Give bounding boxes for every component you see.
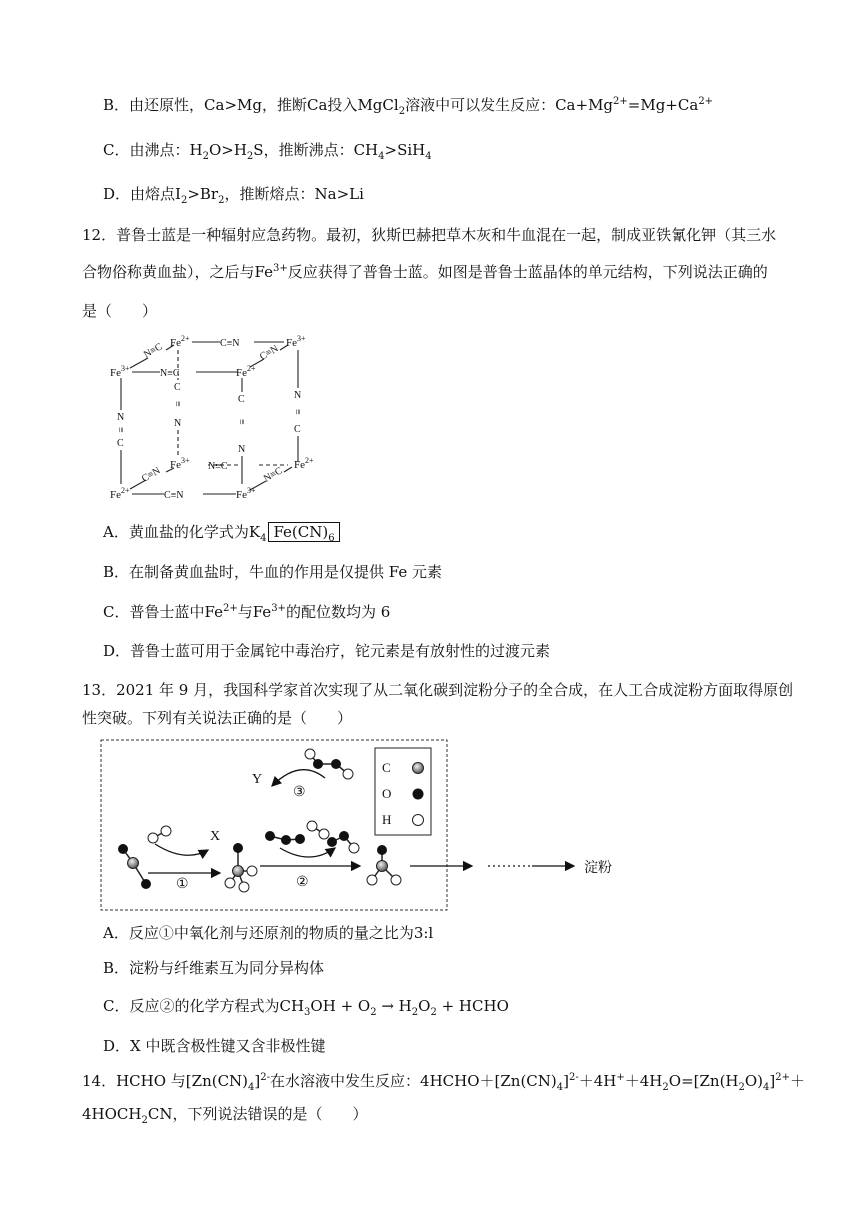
cn-bridge: C≡N xyxy=(220,338,240,349)
label-reaction-2: ② xyxy=(296,875,309,890)
cn-bridge: C≡N xyxy=(140,465,163,485)
bridge-atom: C xyxy=(174,382,181,393)
q12-option-c: C．普鲁士蓝中$Fe^{2+}$与$Fe^{3+}$的配位数均为 6 xyxy=(103,603,391,621)
cn-bridge: C≡N xyxy=(164,490,184,501)
bridge-bond: ≡ xyxy=(115,427,126,433)
fe-label: $Fe^{3+}$ xyxy=(286,334,306,349)
fe-label: $Fe^{3+}$ xyxy=(236,486,256,501)
label-starch: 淀粉 xyxy=(584,861,612,876)
q12-stem-line2: 合物俗称黄血盐），之后与$Fe^{3+}$反应获得了普鲁士蓝。如图是普鲁士蓝晶体的单元结构，下列说法正确的 xyxy=(82,263,768,281)
label-reaction-3: ③ xyxy=(293,785,306,800)
q14-stem-line1: 14．HCHO 与$[Zn(CN)_4]^{2-}$在水溶液中发生反应：$4HCHO+[Zn(CN)_4]^{2-}+4H^++4H_2O=[Zn(H_2O)_4]^{2+}+$ xyxy=(82,1072,806,1093)
carbon-atom-icon xyxy=(413,763,424,774)
q12-option-d: D．普鲁士蓝可用于金属铊中毒治疗，铊元素是有放射性的过渡元素 xyxy=(103,642,551,660)
bridge-atom: C xyxy=(294,424,301,435)
bridge-atom: C xyxy=(238,394,245,405)
prussian-blue-unit-cell-figure xyxy=(108,332,338,510)
q14-stem-line2: $4HOCH_2CN$，下列说法错误的是（ ） xyxy=(82,1105,368,1126)
bridge-atom: N xyxy=(238,444,246,455)
legend-label-o: O xyxy=(382,786,392,801)
fe-label: $Fe^{2+}$ xyxy=(170,334,190,349)
cn-bridge: C≡N xyxy=(258,343,281,363)
q13-stem-line1: 13．2021 年 9 月，我国科学家首次实现了从二氧化碳到淀粉分子的全合成，在人工合成淀粉方面取得原创 xyxy=(82,681,794,699)
q11-option-c: C．由沸点：$H_2O>H_2S$，推断沸点：$CH_4>SiH_4$ xyxy=(103,141,432,162)
q13-stem-line2: 性突破。下列有关说法正确的是（ ） xyxy=(82,709,353,727)
bridge-bond: ≡ xyxy=(292,409,303,415)
bridge-bond: ≡ xyxy=(172,401,183,407)
cn-bridge: N≡C xyxy=(208,461,228,472)
cn-bridge: N≡C xyxy=(160,368,180,379)
q13-option-d: D．X 中既含极性键又含非极性键 xyxy=(103,1037,326,1055)
starch-synthesis-figure xyxy=(100,738,450,913)
q12-option-a: A．黄血盐的化学式为$K_4$ $Fe(CN)_6$ xyxy=(103,522,340,542)
cn-bridge: N≡C xyxy=(142,341,165,361)
q12-stem-line3: 是（ ） xyxy=(82,302,158,320)
bridge-bond: ≡ xyxy=(236,419,247,425)
q13-option-c: C．反应②的化学方程式为$CH_3OH + O_2 \to H_2O_2$ + HCHO xyxy=(103,997,509,1018)
fe-label: $Fe^{2+}$ xyxy=(294,456,314,471)
legend-label-h: H xyxy=(382,812,392,827)
fe-label: $Fe^{2+}$ xyxy=(110,486,130,501)
oxygen-atom-icon xyxy=(413,789,424,800)
bridge-atom: N xyxy=(174,418,182,429)
q11-option-b: B．由还原性，Ca>Mg，推断Ca投入MgCl$_2$溶液中可以发生反应：$Ca+Mg^{2+}=Mg+Ca^{2+}$ xyxy=(103,96,714,117)
q12-option-b: B．在制备黄血盐时，牛血的作用是仅提供 Fe 元素 xyxy=(103,563,443,581)
label-reaction-1: ① xyxy=(176,877,189,892)
label-y: Y xyxy=(252,772,263,787)
label-x: X xyxy=(210,829,221,844)
q12-stem-line1: 12．普鲁士蓝是一种辐射应急药物。最初，狄斯巴赫把草木灰和牛血混在一起，制成亚铁氰化钾（其三水 xyxy=(82,226,777,244)
bridge-atom: C xyxy=(117,438,124,449)
fe-label: $Fe^{3+}$ xyxy=(170,456,190,471)
fe-label: $Fe^{2+}$ xyxy=(236,364,256,379)
legend-label-c: C xyxy=(382,760,391,775)
hydrogen-atom-icon xyxy=(413,815,424,826)
fe-label: $Fe^{3+}$ xyxy=(110,364,130,379)
bridge-atom: N xyxy=(294,390,302,401)
starch-chain-arrow xyxy=(450,858,640,882)
cn-bridge: N≡C xyxy=(262,465,285,485)
bridge-atom: N xyxy=(117,412,125,423)
q13-option-a: A．反应①中氧化剂与还原剂的物质的量之比为3:l xyxy=(103,924,434,942)
q13-option-b: B．淀粉与纤维素互为同分异构体 xyxy=(103,959,325,977)
q11-option-d: D．由熔点$I_2>Br_2$，推断熔点：Na>Li xyxy=(103,185,364,206)
